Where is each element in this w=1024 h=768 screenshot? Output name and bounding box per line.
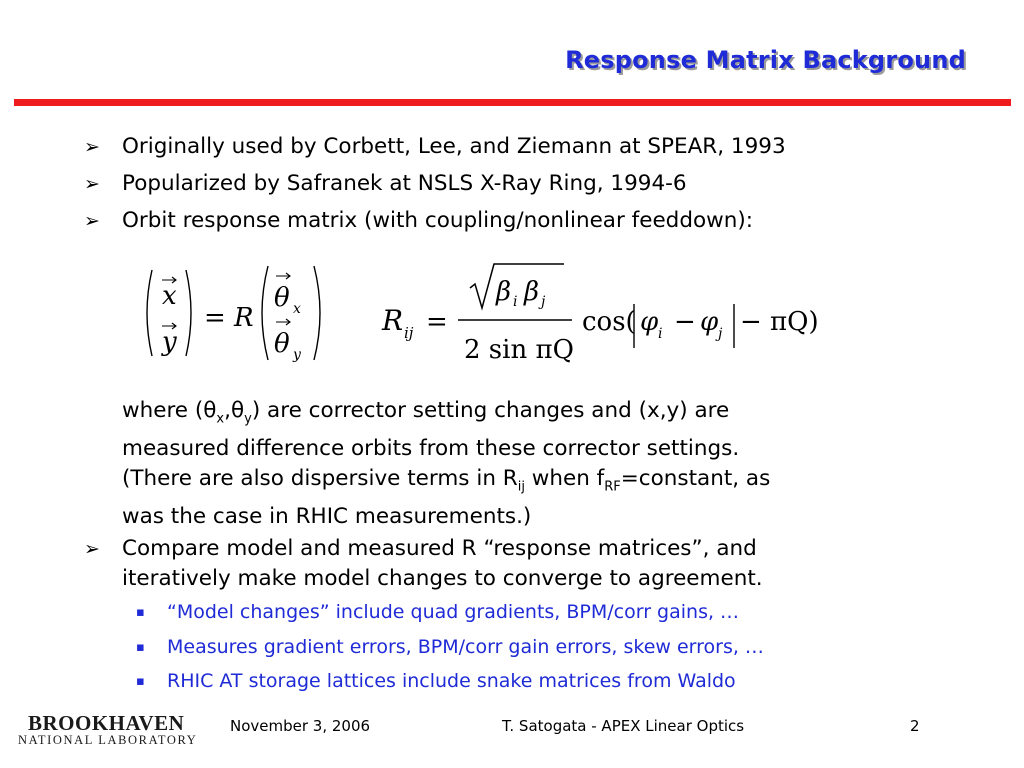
theta-symbol: θ [203,398,217,423]
bullet-text: Orbit response matrix (with coupling/nonlinear feeddown): [122,208,753,233]
matrix-r: R [234,303,254,333]
where-text-cont: ) are corrector setting changes and (x,y) are [251,398,730,423]
theta-y-subscript: y [244,411,252,427]
phi-j: φ [700,307,719,337]
phi-j-sub: j [718,326,723,342]
brookhaven-logo-subtitle: NATIONAL LABORATORY [18,733,198,747]
equals-sign: = [204,303,226,333]
where-paragraph [122,396,739,464]
page-number: 2 [910,717,920,735]
bullet-item [84,534,763,591]
beta-i: β [496,277,512,307]
footer-date: November 3, 2006 [230,717,371,735]
bullet-text: Originally used by Corbett, Lee, and Ziemann at SPEAR, 1993 [122,134,786,159]
theta-x: θ [274,283,290,313]
sub-bullet-item [136,668,736,695]
phi-minus: − [674,307,696,337]
theta-x-subscript: x [216,411,225,427]
dispersive-paragraph [122,464,770,532]
sub-bullet-text: Measures gradient errors, BPM/corr gain errors, skew errors, … [167,636,764,658]
theta-y-sub: y [293,347,301,363]
dispersive-line2: was the case in RHIC measurements.) [122,504,532,530]
dispersive-text-when: when f [524,466,605,491]
minus-pi-q: − πQ) [740,307,819,337]
sub-bullet-text: RHIC AT storage lattices include snake matrices from Waldo [167,670,736,692]
beta-j: β [524,277,540,307]
theta-y: θ [274,329,290,359]
arrow-bullet-icon: ➢ [84,173,100,195]
bullet-item [84,170,687,198]
where-text: where ( [122,398,204,423]
vector-x: x [162,281,177,311]
matrix-equation [140,262,340,372]
bullet-line: iteratively make model changes to converge to agreement. [122,566,763,591]
sub-bullet-item [136,599,739,626]
phi-i-sub: i [658,326,663,342]
vector-y: y [162,327,177,357]
slide-title: Response Matrix Background [565,46,966,74]
footer-author: T. Satogata - APEX Linear Optics [502,717,745,735]
theta-x-sub: x [293,301,301,317]
square-bullet-icon: ▪ [136,674,145,689]
arrow-bullet-icon: ➢ [84,210,100,232]
bullet-item [84,133,786,161]
bullet-item [84,207,753,235]
dispersive-text-const: =constant, as [620,466,771,491]
square-bullet-icon: ▪ [136,640,145,655]
phi-i: φ [640,307,659,337]
rij-subscript: ij [517,479,525,495]
where-line2: measured difference orbits from these corrector settings. [122,436,740,462]
brookhaven-logo: BROOKHAVEN [28,711,185,735]
sub-bullet-text: “Model changes” include quad gradients, BPM/corr gains, … [167,601,740,623]
bullet-text [122,534,763,594]
dispersive-text: (There are also dispersive terms in R [122,466,518,491]
bullet-text: Popularized by Safranek at NSLS X-Ray Ring, 1994-6 [122,171,687,196]
rij-formula [378,258,838,370]
theta-symbol: θ [230,398,245,423]
rij-r: R [382,304,404,337]
arrow-bullet-icon: ➢ [84,538,100,560]
rij-sub: ij [404,324,414,342]
square-bullet-icon: ▪ [136,605,145,620]
rf-subscript: RF [604,479,621,495]
title-divider [14,99,1011,106]
denominator: 2 sin πQ [464,335,574,365]
comma: , [224,398,231,423]
arrow-bullet-icon: ➢ [84,136,100,158]
cos-open: cos( [582,307,636,337]
beta-i-sub: i [513,294,518,310]
bullet-line: Compare model and measured R “response matrices”, and [122,536,757,561]
sub-bullet-item [136,634,764,661]
rij-equals: = [426,307,448,337]
beta-j-sub: j [541,294,546,310]
